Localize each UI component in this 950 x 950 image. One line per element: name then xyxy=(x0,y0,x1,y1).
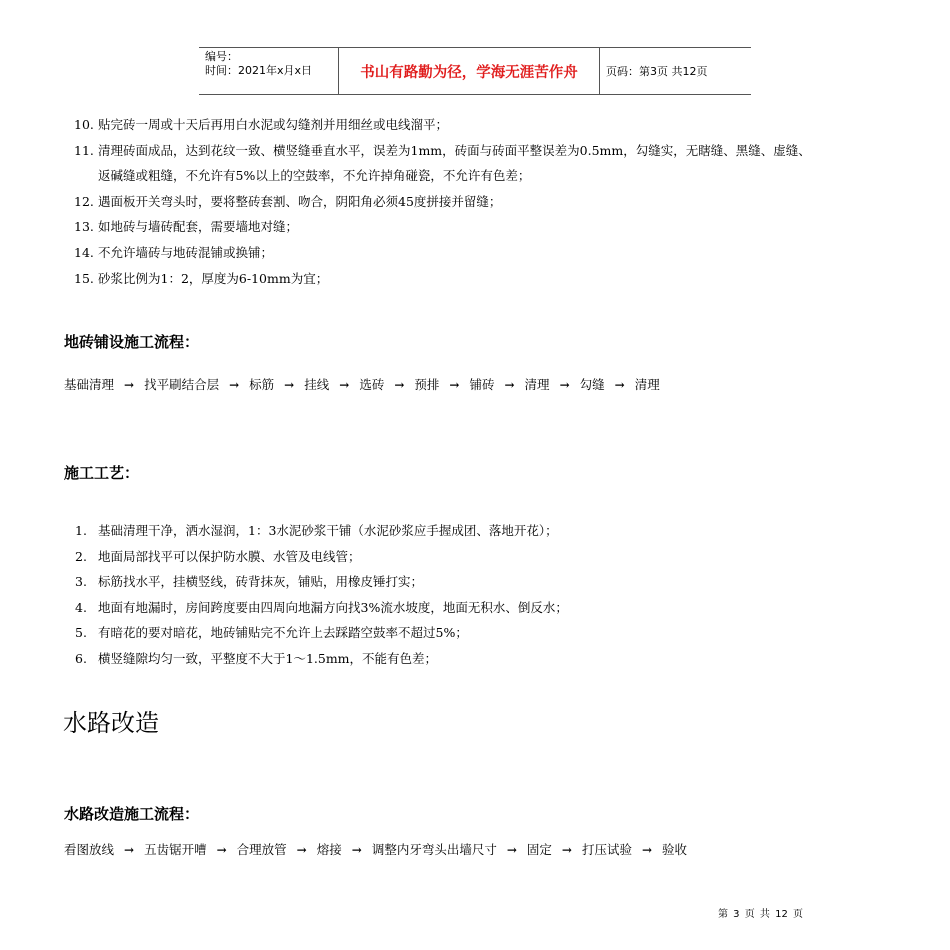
list-item-number: 14. xyxy=(74,244,94,260)
arrow-icon: → xyxy=(641,843,653,857)
arrow-icon: → xyxy=(284,378,295,392)
arrow-icon: → xyxy=(504,378,515,392)
arrow-icon: → xyxy=(229,378,240,392)
page-header xyxy=(199,47,751,95)
arrow-icon: → xyxy=(216,843,227,857)
arrow-icon: → xyxy=(339,378,350,392)
flow-step: 标筋 xyxy=(249,377,275,392)
list-item-number: 3. xyxy=(75,574,87,590)
list-item xyxy=(64,112,894,138)
list-item xyxy=(64,620,894,646)
flow-step: 打压试验 xyxy=(581,842,632,857)
floor-tile-flow xyxy=(64,375,660,393)
list-item-text: 地面局部找平可以保护防水膜、水管及电线管； xyxy=(98,548,361,564)
water-flow xyxy=(64,840,687,858)
flow-step: 挂线 xyxy=(304,377,330,392)
list-item xyxy=(64,569,894,595)
list-item xyxy=(64,138,894,189)
list-item-text: 有暗花的要对暗花，地砖铺贴完不允许上去踩踏空鼓率不超过5%； xyxy=(98,625,468,641)
flow-step: 看图放线 xyxy=(64,842,115,857)
arrow-icon: → xyxy=(559,378,570,392)
list-item-number: 12. xyxy=(74,193,94,209)
flow-step: 合理放管 xyxy=(236,842,287,857)
list-item-number: 10. xyxy=(74,117,94,132)
flow-step: 铺砖 xyxy=(469,377,495,392)
header-page-cell xyxy=(600,48,751,94)
craft-heading: 施工工艺： xyxy=(64,464,140,482)
craft-list xyxy=(64,518,894,672)
list-item xyxy=(64,266,894,292)
flow-step: 熔接 xyxy=(316,842,342,857)
list-item-text: 标筋找水平，挂横竖线，砖背抹灰，铺贴，用橡皮锤打实； xyxy=(98,574,424,590)
arrow-icon: → xyxy=(351,843,362,857)
list-item-number: 1. xyxy=(75,523,87,538)
list-item-text: 砂浆比例为1：2，厚度为6-10mm为宜； xyxy=(98,270,329,286)
list-item xyxy=(64,595,894,621)
list-item xyxy=(64,189,894,215)
list-item-number: 4. xyxy=(75,599,87,615)
water-section-title: 水路改造 xyxy=(63,709,159,737)
header-motto-cell xyxy=(339,48,600,94)
flow-step: 勾缝 xyxy=(579,377,605,392)
flow-step: 预排 xyxy=(414,377,440,392)
header-meta-cell xyxy=(199,48,339,94)
floor-tile-flow-heading: 地砖铺设施工流程： xyxy=(64,333,200,351)
list-item-text: 贴完砖一周或十天后再用白水泥或勾缝剂并用细丝或电线溜平； xyxy=(98,117,449,132)
arrow-icon: → xyxy=(394,378,405,392)
flow-step: 找平刷结合层 xyxy=(144,377,220,392)
arrow-icon: → xyxy=(296,843,307,857)
page-footer: 第 3 页 共 12 页 xyxy=(718,909,803,920)
list-item-text: 不允许墙砖与地砖混铺或换铺； xyxy=(98,244,274,260)
list-item-text: 基础清理干净，洒水湿润，1：3水泥砂浆干铺（水泥砂浆应手握成团、落地开花）； xyxy=(98,523,558,538)
list-item xyxy=(64,646,894,672)
list-item xyxy=(64,214,894,240)
flow-step: 清理 xyxy=(524,377,550,392)
list-item xyxy=(64,518,894,544)
flow-step: 验收 xyxy=(662,842,688,857)
list-item-text: 遇面板开关弯头时，要将整砖套割、吻合，阴阳角必须45度拼接并留缝； xyxy=(98,193,502,209)
flow-step: 选砖 xyxy=(359,377,385,392)
header-page-label: 页码：第3页 共12页 xyxy=(606,65,708,78)
arrow-icon: → xyxy=(614,378,625,392)
flow-step: 调整内牙弯头出墙尺寸 xyxy=(371,842,497,857)
list-item-text-continued: 返碱缝或粗缝，不允许有5%以上的空鼓率，不允许掉角碰瓷，不允许有色差； xyxy=(98,168,531,184)
flow-step: 基础清理 xyxy=(64,377,115,392)
doc-number-label: 编号： xyxy=(205,50,238,63)
arrow-icon: → xyxy=(124,843,135,857)
list-item-number: 6. xyxy=(75,650,87,666)
water-flow-heading: 水路改造施工流程： xyxy=(64,805,200,823)
arrow-icon: → xyxy=(561,843,572,857)
list-item xyxy=(64,240,894,266)
list-item-text: 清理砖面成品，达到花纹一致、横竖缝垂直水平，误差为1mm，砖面与砖面平整误差为0.5mm，勾缝实，无瞎缝、黑缝、虚缝、 xyxy=(98,142,811,158)
time-label: 时间：2021年x月x日 xyxy=(205,64,313,77)
list-item-number: 11. xyxy=(74,142,94,158)
flow-step: 清理 xyxy=(634,377,660,392)
list-item xyxy=(64,544,894,570)
list-item-text: 如地砖与墙砖配套，需要墙地对缝； xyxy=(98,219,299,235)
flow-step: 固定 xyxy=(526,842,552,857)
list-item-number: 13. xyxy=(74,219,94,235)
requirements-list xyxy=(64,112,894,291)
header-motto: 书山有路勤为径，学海无涯苦作舟 xyxy=(360,64,578,81)
list-item-text: 地面有地漏时，房间跨度要由四周向地漏方向找3%流水坡度，地面无积水、倒反水； xyxy=(98,599,568,615)
list-item-number: 2. xyxy=(75,548,87,564)
list-item-text: 横竖缝隙均匀一致，平整度不大于1～1.5mm，不能有色差； xyxy=(98,650,438,666)
arrow-icon: → xyxy=(124,378,135,392)
flow-step: 五齿锯开嘈 xyxy=(144,842,207,857)
arrow-icon: → xyxy=(506,843,517,857)
list-item-number: 15. xyxy=(74,270,94,286)
list-item-number: 5. xyxy=(75,625,87,641)
arrow-icon: → xyxy=(449,378,460,392)
